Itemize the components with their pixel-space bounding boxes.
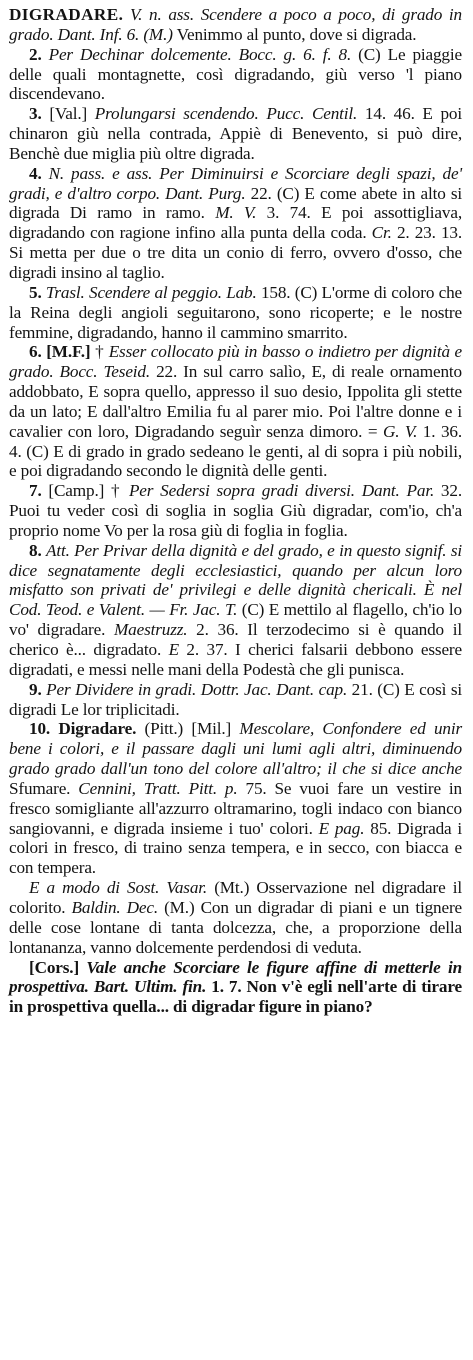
text-run: V. n. ass. Scendere a poco a poco, di grado in grado. Dant. Inf. 6. (M.) (9, 5, 462, 44)
text-run: E a modo di Sost. Vasar. (29, 878, 208, 898)
text-run: 85. Digrada i colori in fresco, di traino senza tempera, e in secco, con biacca e con tempera. (9, 818, 463, 878)
text-run: 22. (C) E come abete in alto si digrada Di ramo in ramo. (9, 183, 462, 223)
text-run: (M.) Con un digradar di piani e un tignere delle cose lontane di tanta dolcezza, che, a proporzione della lontananza, vanno dolcemente perdendosi di veduta. (9, 897, 462, 957)
text-run: (Mt.) Osservazione nel digradare il colorito. (9, 878, 462, 917)
entry-sense (9, 104, 462, 164)
entry-sense (9, 878, 462, 957)
text-run: [Camp.] † (48, 481, 129, 501)
text-run: 14. 46. E poi chinaron giù nella contrada, Appiè di Benevento, si può dire, Benchè due miglia più oltre digrada. (9, 104, 462, 163)
text-run: M. V. (215, 203, 257, 223)
entry-sense (9, 481, 462, 541)
text-run: Baldin. Dec. (71, 897, 159, 917)
text-run: 4. (29, 163, 49, 183)
text-run: Vale anche Scorciare le figure affine di metterle in prospettiva. Bart. Ultim. fin. (9, 957, 462, 997)
text-run: Sfumare. (9, 778, 79, 798)
text-run: † (95, 342, 109, 362)
text-run: Cennini, Tratt. Pitt. p. (78, 778, 238, 798)
text-run: (C) Le piaggie delle quali montagnette, così digradando, giù verso 'l piano discendevano. (9, 44, 462, 104)
entry-sense (9, 45, 462, 105)
text-run: Mescolare, Confondere ed unir bene i colori, e il passare dagli uni lumi agli altri, diminuendo grado grado dall'un tono del colore all'altro; il che si dice anche (9, 719, 462, 779)
entry-sense (9, 541, 462, 680)
text-run: 158. (C) L'orme di coloro che la Reina degli angioli seguitarono, sono ricoperte; e le nostre femmine, digradando, hanno il cammino smarrito. (9, 282, 462, 342)
text-run: 75. Se vuoi fare un vestire in fresco somigliante all'azzurro oltramarino, togli indaco con bianco sangiovanni, e digrada insieme i tuo' colori. (9, 778, 462, 838)
text-run: [Cors.] (29, 957, 87, 977)
text-run: 2. (29, 44, 49, 64)
entry-sense (9, 164, 462, 283)
text-run: 1. 7. Non v'è egli nell'arte di tirare in prospettiva quella... di digradar figure in piano? (9, 977, 462, 1017)
text-run: 1. 36. 4. (C) E di grado in grado sedeano le genti, al di sopra i più nobili, e poi digradando secondo le dignità delle genti. (9, 421, 462, 481)
text-run: 5. (29, 282, 46, 302)
text-run: [Val.] (49, 104, 95, 124)
text-run: 8. (29, 540, 47, 560)
text-run: 2. 23. 13. Si metta per due o tre dita un conio di ferro, ovvero d'osso, che digradi insino al taglio. (9, 223, 462, 282)
text-run: Prolungarsi scendendo. Pucc. Centil. (94, 104, 358, 124)
text-run: 21. (C) E così si digradi Le lor triplicitadi. (9, 679, 462, 719)
entry-definition-main (9, 5, 462, 45)
text-run: 9. (29, 679, 47, 699)
text-run: 7. (29, 481, 49, 501)
text-run: Venimmo al punto, dove si digrada. (172, 24, 417, 44)
text-run: (C) E mettilo al flagello, ch'io lo vo' digradare. (9, 600, 462, 640)
text-run: (Pitt.) [Mil.] (144, 719, 240, 739)
text-run: Esser collocato più in basso o indietro per dignità e grado. Bocc. Teseid. (9, 342, 463, 382)
text-run: 32. Puoi tu veder così di soglia in soglia Giù digradar, com'io, ch'a proprio nome Vo per la rosa giù di foglia in foglia. (9, 481, 462, 540)
text-run: Per Sedersi sopra gradi diversi. Dant. Par. (128, 481, 435, 501)
entry-sense (9, 719, 462, 878)
text-run: Per Dividere in gradi. Dottr. Jac. Dant. cap. (46, 679, 348, 699)
text-run: N. pass. e ass. Per Diminuirsi e Scorciare degli spazi, de' gradi, e d'altro corpo. Dant. Purg. (9, 163, 462, 203)
text-run: E (168, 640, 179, 659)
text-run: Trasl. Scendere al peggio. Lab. (45, 282, 257, 302)
text-run: E pag. (318, 818, 365, 838)
text-run: 3. (29, 104, 50, 124)
text-run: Att. Per Privar della dignità e del grado, e in questo signif. si dice segnatamente degli ecclesiastici, quando per alcun loro misfatto son privati de' privilegi e delle dignità chericali. È nel Cod. Teod. e Valent. — Fr. Jac. T. (9, 540, 462, 620)
text-run: Per Dechinar dolcemente. Bocc. g. 6. f. 8. (48, 44, 352, 64)
entry-sense (9, 958, 462, 1018)
text-run: 3. 74. E poi assottigliava, digradando con ragione infino alla punta della coda. (9, 203, 462, 243)
entry-sense (9, 342, 462, 481)
entry-sense (9, 680, 462, 720)
text-run: G. V. (382, 421, 418, 441)
text-run: 2. 37. I cherici falsarii debbono essere digradati, e messi nelle mani della Podestà che gli punisca. (9, 640, 462, 679)
text-run: Maestruzz. (113, 620, 188, 640)
text-run: Cr. (371, 223, 392, 243)
text-run: 22. In sul carro salìo, E, di reale ornamento addobbato, E sopra quello, appresso il suo desio, Ippolita gli stette da un lato; E dall'altro Emilia fu al parer mio. Poi l'altre donne e i cavalier con loro, Digradando seguìr senza dimoro. = (9, 362, 462, 441)
text-run: 6. [M.F.] (29, 342, 96, 362)
headword: DIGRADARE. (9, 5, 124, 24)
entry-sense (9, 283, 462, 343)
text-run: 2. 36. Il terzodecimo si è quando il cherico è... digradato. (9, 620, 462, 659)
text-run: 10. Digradare. (29, 719, 145, 739)
